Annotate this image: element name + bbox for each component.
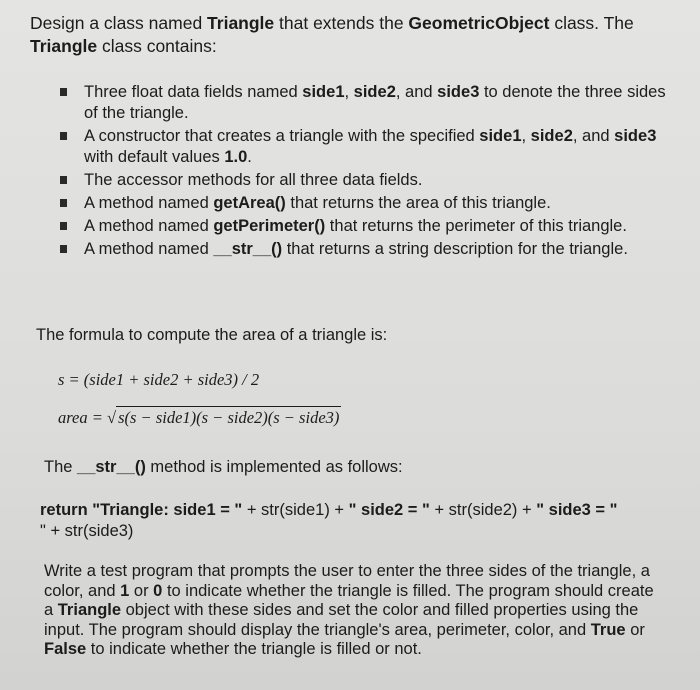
radicand: s(s − side1)(s − side2)(s − side3) (118, 408, 340, 427)
area-equation: area = √ s(s − side1)(s − side2)(s − side3) (58, 408, 340, 427)
list-item: A method named __str__() that returns a string description for the triangle. (58, 239, 668, 260)
semi-perimeter-equation: s = (side1 + side2 + side3) / 2 (58, 370, 260, 389)
bullet-icon (60, 245, 67, 253)
bullet-icon (60, 199, 67, 207)
list-item: A constructor that creates a triangle with the specified side1, side2, and side3 with default values 1.0. (58, 126, 668, 168)
bullet-icon (60, 222, 67, 230)
formula-intro: The formula to compute the area of a triangle is: (36, 326, 388, 344)
class-name-triangle: Triangle (207, 13, 275, 33)
list-item: Three float data fields named side1, side2, and side3 to denote the three sides of the triangle. (58, 82, 668, 124)
str-method-intro: The __str__() method is implemented as follows: (44, 458, 403, 476)
list-item: The accessor methods for all three data fields. (58, 170, 668, 191)
class-name-geometricobject: GeometricObject (408, 13, 550, 33)
test-program-description: Write a test program that prompts the user to enter the three sides of the triangle, a color, and 1 or 0 to indicate whether the triangle is filled. The program should create a Triangle object with these sides and set the color and filled properties using the input. The program should display the triangle's area, perimeter, color, and True or False to indicate whether the triangle is filled or not. (44, 562, 654, 658)
bullet-icon (60, 176, 67, 184)
requirements-list (58, 82, 668, 262)
bullet-icon (60, 132, 67, 140)
list-item: A method named getArea() that returns the area of this triangle. (58, 193, 668, 214)
radical-sign: √ (107, 408, 117, 427)
bullet-icon (60, 88, 67, 96)
list-item: A method named getPerimeter() that returns the perimeter of this triangle. (58, 216, 668, 237)
return-statement: return "Triangle: side1 = " + str(side1) + " side2 = " + str(side2) + " side3 = " " + str(side3) (40, 501, 618, 540)
square-root (107, 406, 341, 428)
intro-paragraph: Design a class named Triangle that extends the GeometricObject class. The Triangle class contains: (30, 13, 634, 56)
